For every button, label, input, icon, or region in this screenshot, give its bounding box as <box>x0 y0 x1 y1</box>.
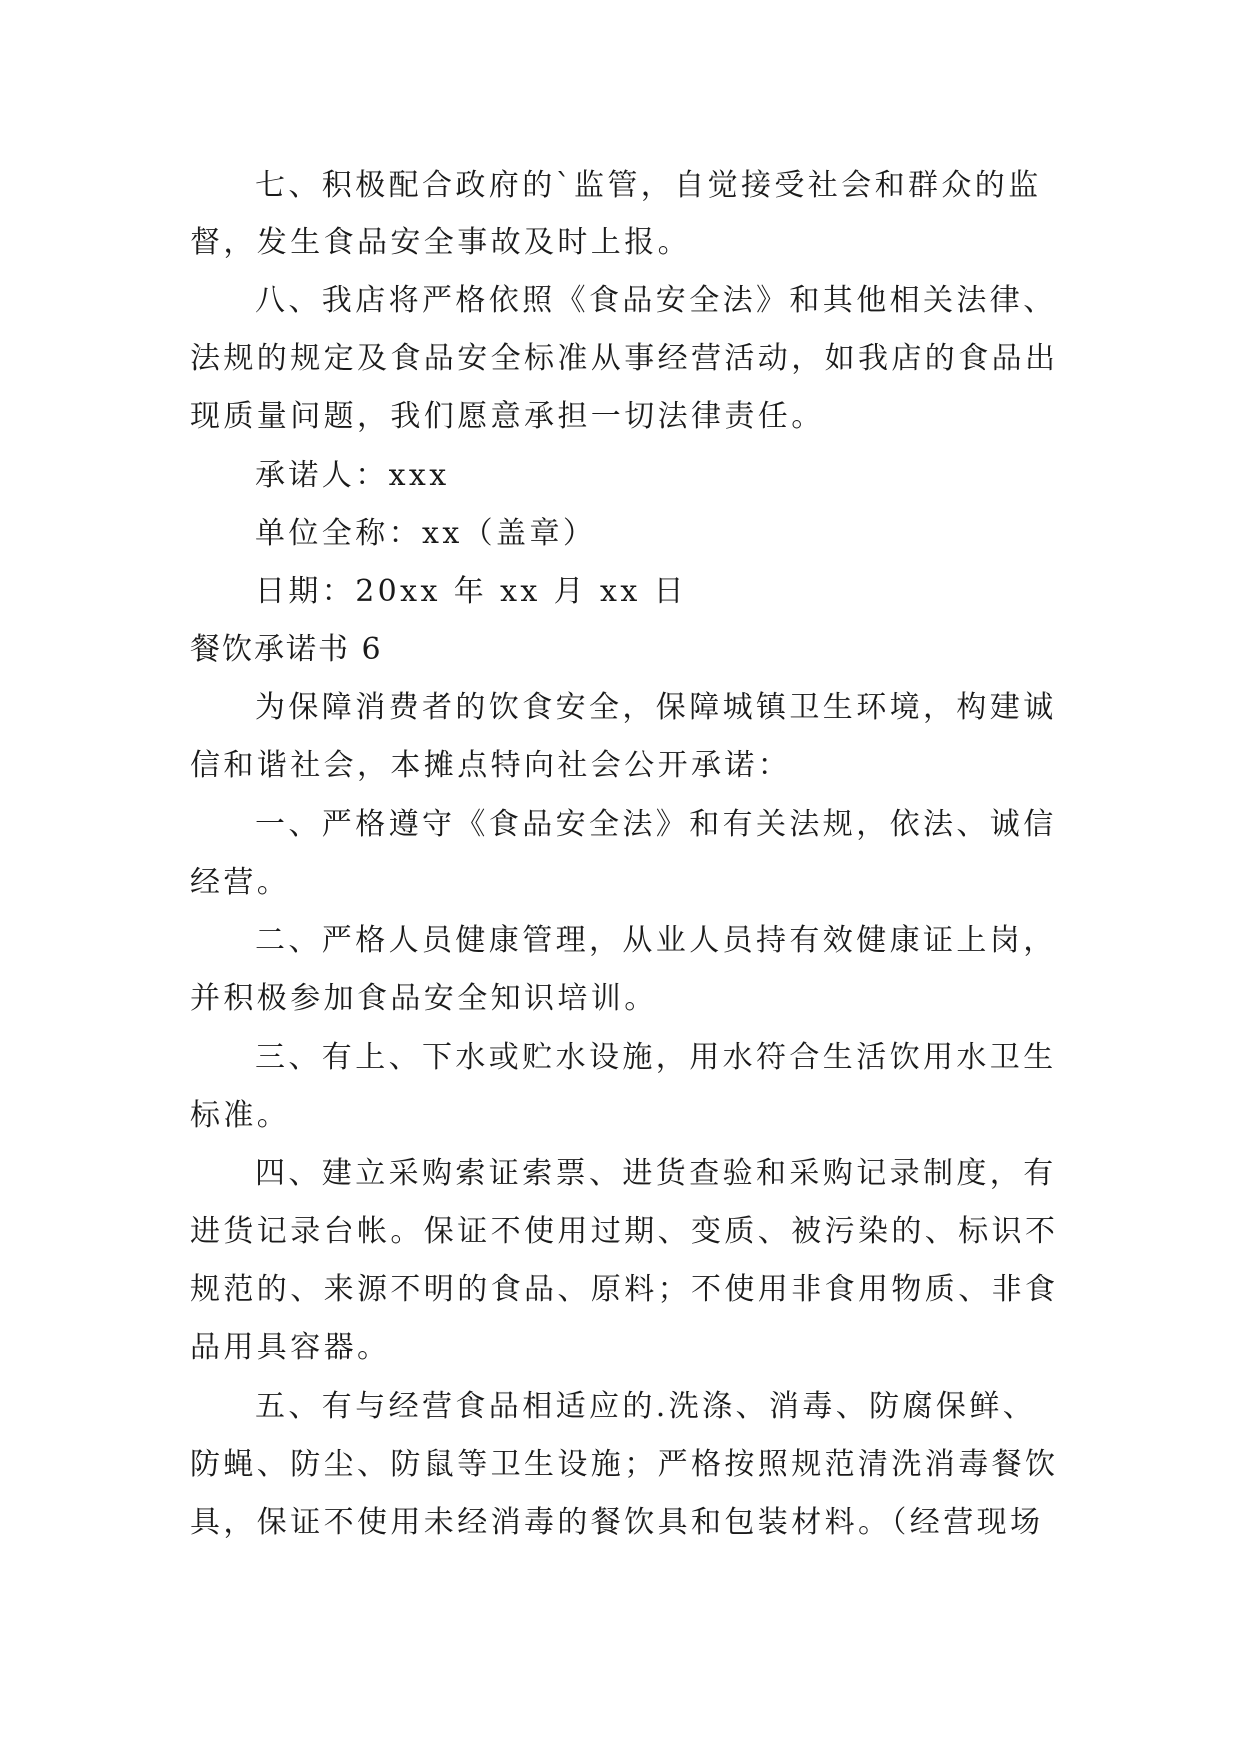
item-2-line-2: 并积极参加食品安全知识培训。 <box>190 981 658 1016</box>
intro-line-1: 为保障消费者的饮食安全，保障城镇卫生环境，构建诚 <box>255 690 1057 725</box>
paragraph-8-line-2: 法规的规定及食品安全标准从事经营活动，如我店的食品出 <box>190 341 1059 376</box>
item-5-line-1: 五、有与经营食品相适应的.洗涤、消毒、防腐保鲜、 <box>255 1389 1037 1424</box>
item-4-line-2: 进货记录台帐。保证不使用过期、变质、被污染的、标识不 <box>190 1214 1059 1249</box>
item-4-line-4: 品用具容器。 <box>190 1330 391 1365</box>
paragraph-7-line-2: 督，发生食品安全事故及时上报。 <box>190 225 691 260</box>
paragraph-8-line-3: 现质量问题，我们愿意承担一切法律责任。 <box>190 399 825 434</box>
item-1-line-2: 经营。 <box>190 865 291 900</box>
item-4-line-3: 规范的、来源不明的食品、原料；不使用非食用物质、非食 <box>190 1272 1059 1307</box>
item-5-line-3: 具，保证不使用未经消毒的餐饮具和包装材料。（经营现场 <box>190 1505 1044 1540</box>
promisor-line: 承诺人：xxx <box>255 458 450 493</box>
section-heading: 餐饮承诺书 6 <box>190 632 383 667</box>
item-3-line-2: 标准。 <box>190 1098 291 1133</box>
item-5-line-2: 防蝇、防尘、防鼠等卫生设施；严格按照规范清洗消毒餐饮 <box>190 1447 1059 1482</box>
item-2-line-1: 二、严格人员健康管理，从业人员持有效健康证上岗， <box>255 923 1057 958</box>
date-line: 日期：20xx 年 xx 月 xx 日 <box>255 574 687 609</box>
unit-name-line: 单位全称：xx（盖章） <box>255 516 597 551</box>
paragraph-8-line-1: 八、我店将严格依照《食品安全法》和其他相关法律、 <box>255 283 1057 318</box>
paragraph-7-line-1: 七、积极配合政府的`监管，自觉接受社会和群众的监 <box>255 168 1042 203</box>
item-4-line-1: 四、建立采购索证索票、进货查验和采购记录制度，有 <box>255 1156 1057 1191</box>
item-3-line-1: 三、有上、下水或贮水设施，用水符合生活饮用水卫生 <box>255 1040 1057 1075</box>
item-1-line-1: 一、严格遵守《食品安全法》和有关法规，依法、诚信 <box>255 807 1057 842</box>
intro-line-2: 信和谐社会，本摊点特向社会公开承诺： <box>190 748 792 783</box>
